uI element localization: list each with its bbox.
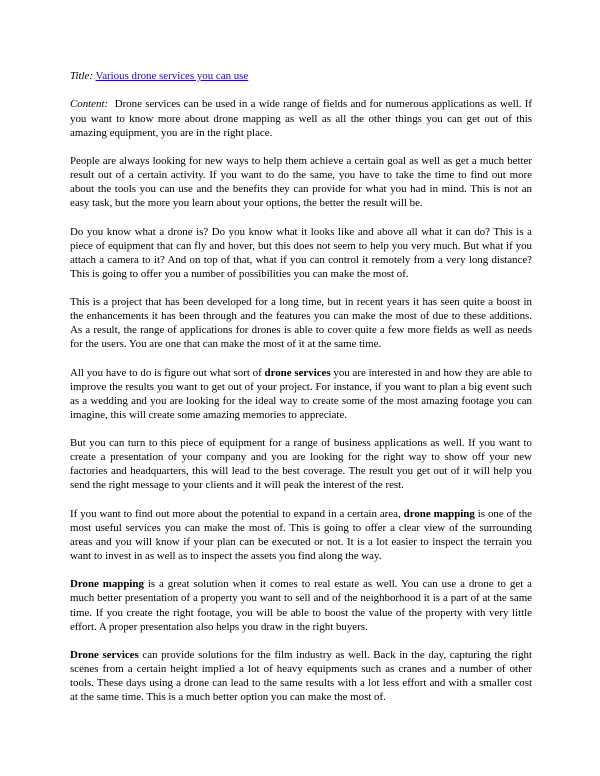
document-page: [70, 69, 532, 718]
paragraph: [70, 648, 532, 704]
paragraph: [70, 295, 532, 351]
text-run: can provide solutions for the film industry as well. Back in the day, capturing the right scenes from a certain height implied a lot of heavy equipments such as cranes and a number of other tools. These days using a drone can lead to the same results with a lot less effort and with a smaller cost at the same time. This is a much better option you can make the most of.: [70, 648, 532, 704]
bold-keyword: drone mapping: [403, 507, 475, 520]
paragraph: [70, 436, 532, 492]
paragraph: [70, 97, 532, 139]
bold-keyword: Drone services: [70, 648, 139, 661]
text-run: Drone services can be used in a wide range of fields and for numerous applications as well. If you want to know more about drone mapping as well as all the other things you can get out of this amazing equipment, you are in the right place.: [70, 98, 533, 139]
paragraph: [70, 154, 532, 210]
paragraph: [70, 507, 532, 563]
title-label: Title:: [70, 70, 93, 82]
bold-keyword: drone services: [264, 366, 331, 379]
title-line: [70, 69, 532, 83]
content-label: Content:: [70, 98, 109, 111]
text-run: If you want to find out more about the potential to expand in a certain area,: [70, 507, 404, 520]
text-run: All you have to do is figure out what sort of: [70, 366, 265, 379]
text-run: you are interested in and how they are able to improve the results you want to get out of your project. For instance, if you want to plan a big event such as a wedding and you are looking for the ideal way to create some of the most amazing footage you can imagine, this will create some amazing memories to appreciate.: [70, 366, 532, 421]
paragraph: [70, 577, 532, 633]
bold-keyword: Drone mapping: [70, 578, 144, 591]
text-run: This is a project that has been developed for a long time, but in recent years it has seen quite a boost in the enhancements it has been through and the features you can make the most of due to these additions. As a result, the range of applications for drones is able to cover quite a few more fields as well as needs for the users. You are one that can make the most of it at the same time.: [70, 296, 532, 351]
text-run: People are always looking for new ways to help them achieve a certain goal as well as get a much better result out of a certain activity. If you want to do the same, you have to take the time to find out more about the tools you can use and the benefits they can provide for what you had in mind. This is not an easy task, but the more you learn about your options, the better the result will be.: [70, 154, 532, 210]
title-link[interactable]: Various drone services you can use: [95, 70, 249, 82]
paragraph: [70, 225, 532, 281]
text-run: is one of the most useful services you can make the most of. This is going to offer a clear view of the surrounding areas and you will know if your plan can be executed or not. It is a lot easier to inspect the terrain you want to invest in as well as to inspect the assets you find along the way.: [70, 507, 532, 563]
paragraph: [70, 366, 532, 422]
text-run: But you can turn to this piece of equipment for a range of business applications as well. If you want to create a presentation of your company and you are looking for the right way to show off your new factories and headquarters, this will lead to the best coverage. The result you get out of it will help you send the right message to your clients and it will peak the interest of the rest.: [70, 437, 532, 492]
content-body: [70, 97, 532, 704]
text-run: is a great solution when it comes to real estate as well. You can use a drone to get a much better presentation of a property you want to sell and of the neighborhood it is a part of at the same time. If you create the right footage, you will be able to boost the value of the property with very little effort. A proper presentation also helps you draw in the right buyers.: [70, 578, 532, 633]
text-run: Do you know what a drone is? Do you know what it looks like and above all what it can do? This is a piece of equipment that can fly and hover, but this does not seem to help you very much. But what if you attach a camera to it? And on top of that, what if you can control it remotely from a very long distance? This is going to offer you a number of possibilities you can make the most of.: [70, 225, 532, 280]
